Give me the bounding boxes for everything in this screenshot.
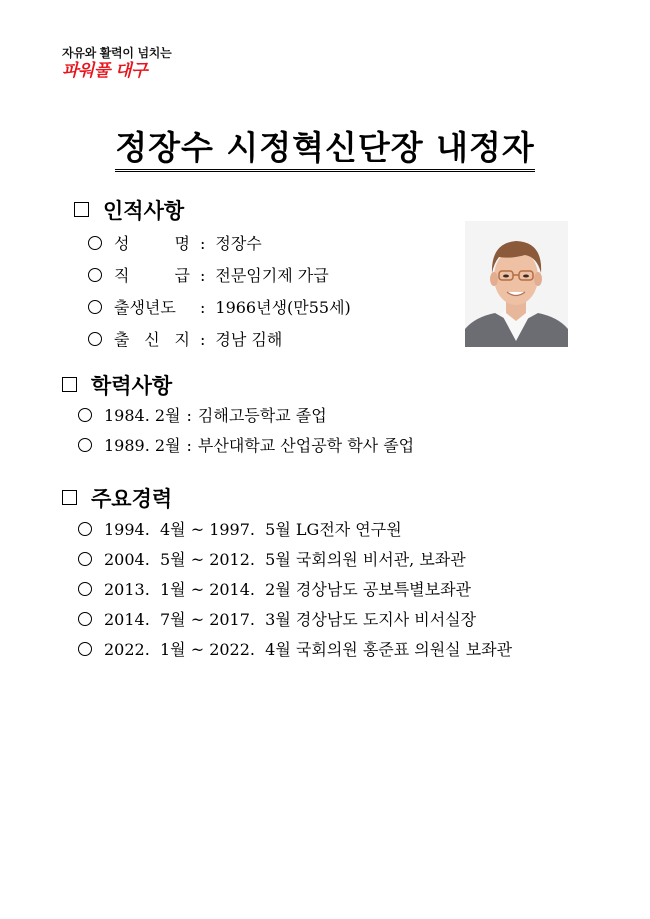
career-detail: 국회의원 비서관, 보좌관 [295, 550, 466, 569]
square-bullet-icon [74, 202, 89, 217]
career-detail: 경상남도 공보특별보좌관 [295, 580, 472, 599]
circle-bullet-icon [78, 408, 92, 422]
person-portrait-icon [465, 221, 568, 347]
circle-bullet-icon [78, 438, 92, 452]
personal-value: 전문임기제 가급 [215, 266, 329, 285]
education-date: 1984. 2월 [104, 406, 181, 425]
career-row [78, 580, 471, 600]
career-period: 2004. 5월 ~ 2012. 5월 [104, 550, 291, 569]
personal-label: 출생년도 [114, 298, 176, 317]
circle-bullet-icon [88, 300, 102, 314]
career-period: 1994. 4월 ~ 1997. 5월 [104, 520, 291, 539]
career-period: 2014. 7월 ~ 2017. 3월 [104, 610, 291, 629]
circle-bullet-icon [88, 332, 102, 346]
personal-row: 출생년도 : 1966년생(만55세) [88, 298, 351, 318]
logo [62, 46, 171, 81]
personal-value: 정장수 [215, 234, 262, 253]
personal-value: 경남 김해 [215, 330, 283, 349]
career-detail: LG전자 연구원 [295, 520, 402, 539]
personal-value: 1966년생(만55세) [215, 298, 351, 317]
logo-brand: 파워풀 대구 [62, 61, 148, 81]
section-heading-career [62, 483, 172, 513]
square-bullet-icon [62, 490, 77, 505]
section-heading-text: 주요경력 [91, 487, 173, 511]
circle-bullet-icon [88, 236, 102, 250]
career-period: 2013. 1월 ~ 2014. 2월 [104, 580, 291, 599]
personal-label: 출 신 지 [114, 330, 190, 349]
page-title-text: 정장수 시정혁신단장 내정자 [115, 128, 535, 172]
career-detail: 국회의원 홍준표 의원실 보좌관 [295, 640, 513, 659]
personal-label: 성 명 [114, 234, 190, 253]
logo-slogan: 자유와 활력이 넘치는 [62, 46, 172, 60]
education-detail: 김해고등학교 졸업 [197, 406, 327, 425]
circle-bullet-icon [78, 522, 92, 536]
personal-label: 직 급 [114, 266, 190, 285]
circle-bullet-icon [78, 642, 92, 656]
personal-row: 성 명 : 정장수 [88, 234, 262, 254]
section-heading-text: 인적사항 [103, 199, 185, 223]
education-row: 1984. 2월 : 김해고등학교 졸업 [78, 406, 327, 426]
career-period: 2022. 1월 ~ 2022. 4월 [104, 640, 291, 659]
personal-row: 출 신 지 : 경남 김해 [88, 330, 282, 350]
page-title [0, 122, 650, 169]
career-row [78, 550, 466, 570]
education-detail: 부산대학교 산업공학 학사 졸업 [197, 436, 415, 455]
section-heading-personal [74, 195, 184, 225]
circle-bullet-icon [78, 582, 92, 596]
portrait-photo [465, 221, 568, 347]
section-heading-text: 학력사항 [91, 374, 173, 398]
education-row: 1989. 2월 : 부산대학교 산업공학 학사 졸업 [78, 436, 414, 456]
career-row [78, 520, 402, 540]
career-row [78, 640, 512, 660]
circle-bullet-icon [88, 268, 102, 282]
career-detail: 경상남도 도지사 비서실장 [295, 610, 477, 629]
circle-bullet-icon [78, 612, 92, 626]
square-bullet-icon [62, 377, 77, 392]
circle-bullet-icon [78, 552, 92, 566]
career-row [78, 610, 476, 630]
section-heading-education [62, 370, 172, 400]
personal-row: 직 급 : 전문임기제 가급 [88, 266, 329, 286]
education-date: 1989. 2월 [104, 436, 181, 455]
